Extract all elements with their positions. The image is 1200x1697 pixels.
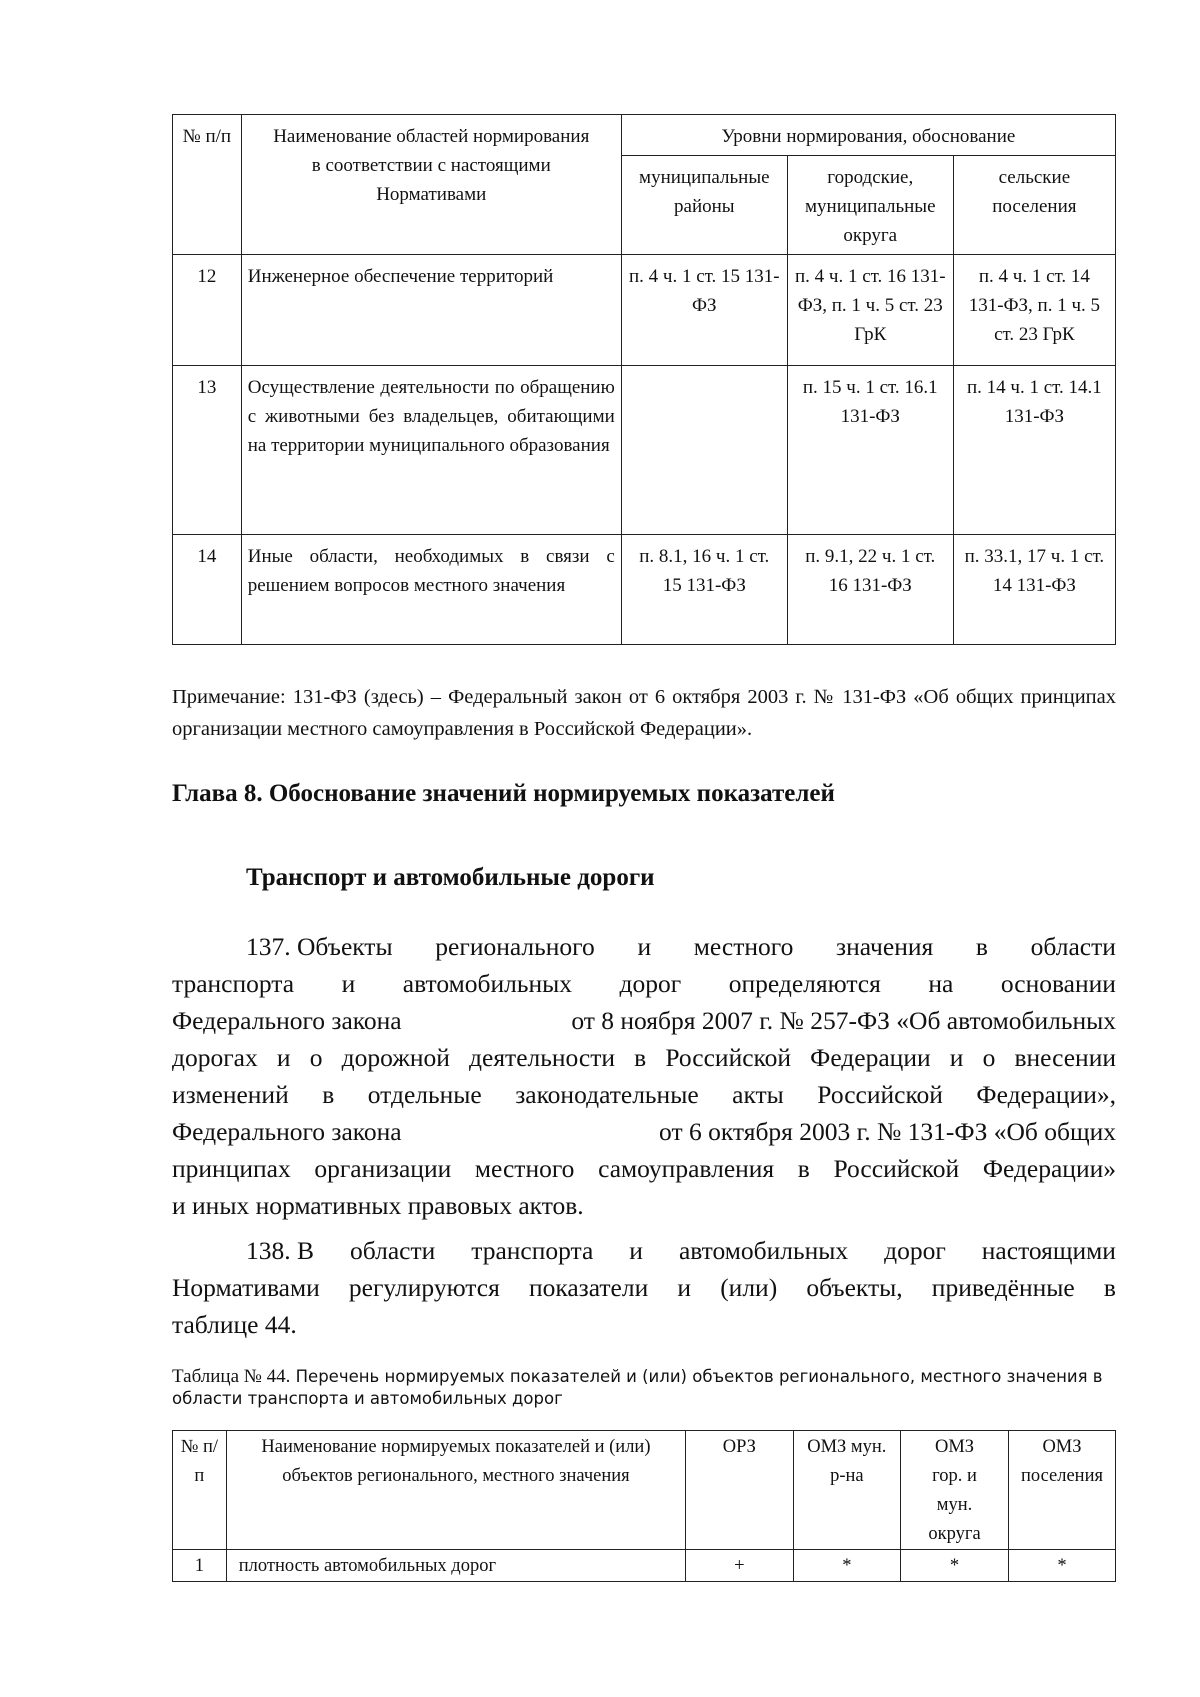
paragraph-segment: основании [1000, 969, 1116, 998]
cell-go: п. 4 ч. 1 ст. 16 131-ФЗ, п. 1 ч. 5 ст. 23 ГрК [787, 255, 953, 366]
indicators-table [172, 1430, 1116, 1582]
paragraph-segment: и [637, 932, 652, 961]
paragraph-line [172, 1076, 1116, 1113]
paragraph-segment: транспорта [471, 1236, 594, 1265]
paragraph-segment: области [350, 1236, 436, 1265]
col-header-name: Наименование нормируемых показателей и (или) объектов регионального, местного значения [226, 1431, 685, 1550]
paragraph-segment: в [1103, 1273, 1116, 1302]
col-header-orz: ОРЗ [686, 1431, 793, 1550]
paragraph-segment: и [341, 969, 356, 998]
paragraph-segment: дорог [884, 1236, 946, 1265]
paragraph-line [172, 1306, 1116, 1343]
cell-sp: п. 14 ч. 1 ст. 14.1 131-ФЗ [953, 366, 1115, 535]
col-header-city-districts: городские, муниципальные округа [787, 156, 953, 255]
paragraph-line [172, 1232, 1116, 1269]
cell-num: 13 [173, 366, 242, 535]
paragraph-segment: в [975, 932, 988, 961]
paragraph-segment: изменений в отдельные законодательные акты Российской Федерации», [172, 1080, 1116, 1109]
cell-mr: п. 8.1, 16 ч. 1 ст. 15 131-ФЗ [621, 535, 787, 645]
paragraph-line [172, 1187, 1116, 1224]
paragraph-segment: принципах организации местного самоуправления в Российской Федерации» [172, 1154, 1116, 1183]
paragraph-segment: таблице 44. [172, 1310, 297, 1339]
paragraph-segment: местного [693, 932, 794, 961]
paragraph-segment: на [928, 969, 954, 998]
paragraph-line [172, 1113, 1116, 1150]
table-header-row [173, 115, 1116, 156]
col-header-levels: Уровни нормирования, обоснование [621, 115, 1115, 156]
paragraph-line [172, 965, 1116, 1002]
paragraph-137 [172, 928, 1116, 1224]
col-header-name: Наименование областей нормирования в соответствии с настоящими Нормативами [241, 115, 621, 255]
paragraph-segment: регулируются [348, 1273, 500, 1302]
paragraph-segment: 138. В [246, 1236, 315, 1265]
paragraph-segment: 137. Объекты [246, 932, 393, 961]
paragraph-segment: дорогах и о дорожной деятельности в Российской Федерации и о внесении [172, 1043, 1116, 1072]
table-row [173, 535, 1116, 645]
paragraph-segment: настоящими [981, 1236, 1116, 1265]
cell-num: 14 [173, 535, 242, 645]
cell-sp: п. 33.1, 17 ч. 1 ст. 14 131-ФЗ [953, 535, 1115, 645]
cell-name: Иные области, необходимых в связи с решением вопросов местного значения [241, 535, 621, 645]
col-header-mun-districts: муниципальные районы [621, 156, 787, 255]
table-header-row [173, 1431, 1116, 1550]
cell-omz-go: * [901, 1550, 1009, 1582]
table-row [173, 255, 1116, 366]
cell-omz-pos: * [1008, 1550, 1115, 1582]
paragraph-segment: регионального [435, 932, 595, 961]
cell-go: п. 9.1, 22 ч. 1 ст. 16 131-ФЗ [787, 535, 953, 645]
paragraph-segment: и [629, 1236, 643, 1265]
section-title: Транспорт и автомобильные дороги [246, 864, 655, 891]
paragraph-segment: приведённые [931, 1273, 1075, 1302]
col-header-rural-settlements: сельские поселения [953, 156, 1115, 255]
cell-num: 1 [173, 1550, 227, 1582]
paragraph-segment: области [1030, 932, 1116, 961]
paragraph-segment: и [677, 1273, 692, 1302]
paragraph-segment: значения [836, 932, 934, 961]
col-header-num: № п/п [173, 115, 242, 255]
table-row [173, 1550, 1116, 1582]
paragraph-segment: от 6 октября 2003 г. № 131-ФЗ «Об общих [659, 1117, 1116, 1146]
paragraph-segment: Федерального закона [172, 1006, 402, 1035]
cell-omz-mr: * [793, 1550, 901, 1582]
table-row [173, 366, 1116, 535]
cell-mr: п. 4 ч. 1 ст. 15 131-ФЗ [621, 255, 787, 366]
col-header-omz-mr: ОМЗ мун. р-на [793, 1431, 901, 1550]
paragraph-line [172, 1150, 1116, 1187]
chapter-title: Глава 8. Обоснование значений нормируемых показателей [172, 780, 835, 807]
paragraph-segment: (или) [720, 1273, 778, 1302]
col-header-omz-go: ОМЗ гор. и мун. округа [901, 1431, 1009, 1550]
paragraph-segment: автомобильных [678, 1236, 849, 1265]
paragraph-segment: объекты, [806, 1273, 903, 1302]
table-caption-label: Таблица № 44. [172, 1366, 291, 1387]
paragraph-line [172, 1002, 1116, 1039]
table-caption-text: Перечень нормируемых показателей и (или) объектов регионального, местного значения в области транспорта и автомобильных дорог [172, 1367, 1103, 1408]
cell-mr [621, 366, 787, 535]
table-note: Примечание: 131-ФЗ (здесь) – Федеральный закон от 6 октября 2003 г. № 131-ФЗ «Об общих принципах организации местного самоуправления в Российской Федерации». [172, 686, 1116, 740]
paragraph-line [172, 1039, 1116, 1076]
col-header-omz-pos: ОМЗ поселения [1008, 1431, 1115, 1550]
cell-name: Осуществление деятельности по обращению с животными без владельцев, обитающими на территории муниципального образования [241, 366, 621, 535]
cell-orz: + [686, 1550, 793, 1582]
paragraph-segment: показатели [528, 1273, 649, 1302]
paragraph-segment: транспорта [172, 969, 295, 998]
paragraph-line [172, 1269, 1116, 1306]
paragraph-segment: от 8 ноября 2007 г. № 257-ФЗ «Об автомобильных [571, 1006, 1116, 1035]
cell-name: плотность автомобильных дорог [226, 1550, 685, 1582]
cell-go: п. 15 ч. 1 ст. 16.1 131-ФЗ [787, 366, 953, 535]
paragraph-138 [172, 1232, 1116, 1343]
paragraph-segment: автомобильных [402, 969, 572, 998]
norm-areas-table [172, 114, 1116, 645]
cell-sp: п. 4 ч. 1 ст. 14 131-ФЗ, п. 1 ч. 5 ст. 23 ГрК [953, 255, 1115, 366]
cell-num: 12 [173, 255, 242, 366]
paragraph-segment: определяются [728, 969, 881, 998]
paragraph-segment: дорог [619, 969, 682, 998]
paragraph-segment: и иных нормативных правовых актов. [172, 1191, 584, 1220]
paragraph-segment: Нормативами [172, 1273, 320, 1302]
paragraph-segment: Федерального закона [172, 1117, 402, 1146]
col-header-num: № п/п [173, 1431, 227, 1550]
paragraph-line [172, 928, 1116, 965]
table-caption [172, 1366, 1116, 1410]
cell-name: Инженерное обеспечение территорий [241, 255, 621, 366]
